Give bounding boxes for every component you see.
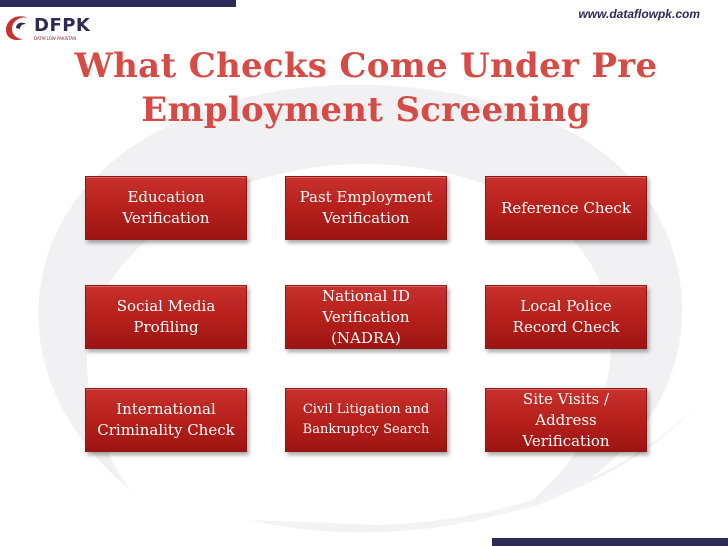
check-box-social-media: Social Media Profiling xyxy=(85,285,247,349)
logo-swirl-icon xyxy=(2,10,36,44)
slide-title: What Checks Come Under Pre Employment Screening xyxy=(74,46,658,130)
check-box-reference: Reference Check xyxy=(485,176,647,240)
check-box-education: Education Verification xyxy=(85,176,247,240)
check-box-site-visits: Site Visits / Address Verification xyxy=(485,388,647,452)
check-box-civil-litigation: Civil Litigation and Bankruptcy Search xyxy=(285,388,447,452)
check-box-police-record: Local Police Record Check xyxy=(485,285,647,349)
check-box-national-id: National ID Verification (NADRA) xyxy=(285,285,447,349)
check-box-past-employment: Past Employment Verification xyxy=(285,176,447,240)
logo-tagline: DATAFLOW PAKISTAN xyxy=(34,36,77,41)
website-url[interactable]: www.dataflowpk.com xyxy=(578,7,700,21)
bottom-accent-bar xyxy=(492,538,728,546)
top-accent-bar xyxy=(0,0,236,7)
logo-wordmark: DFPK xyxy=(34,15,91,36)
check-box-international-criminality: International Criminality Check xyxy=(85,388,247,452)
